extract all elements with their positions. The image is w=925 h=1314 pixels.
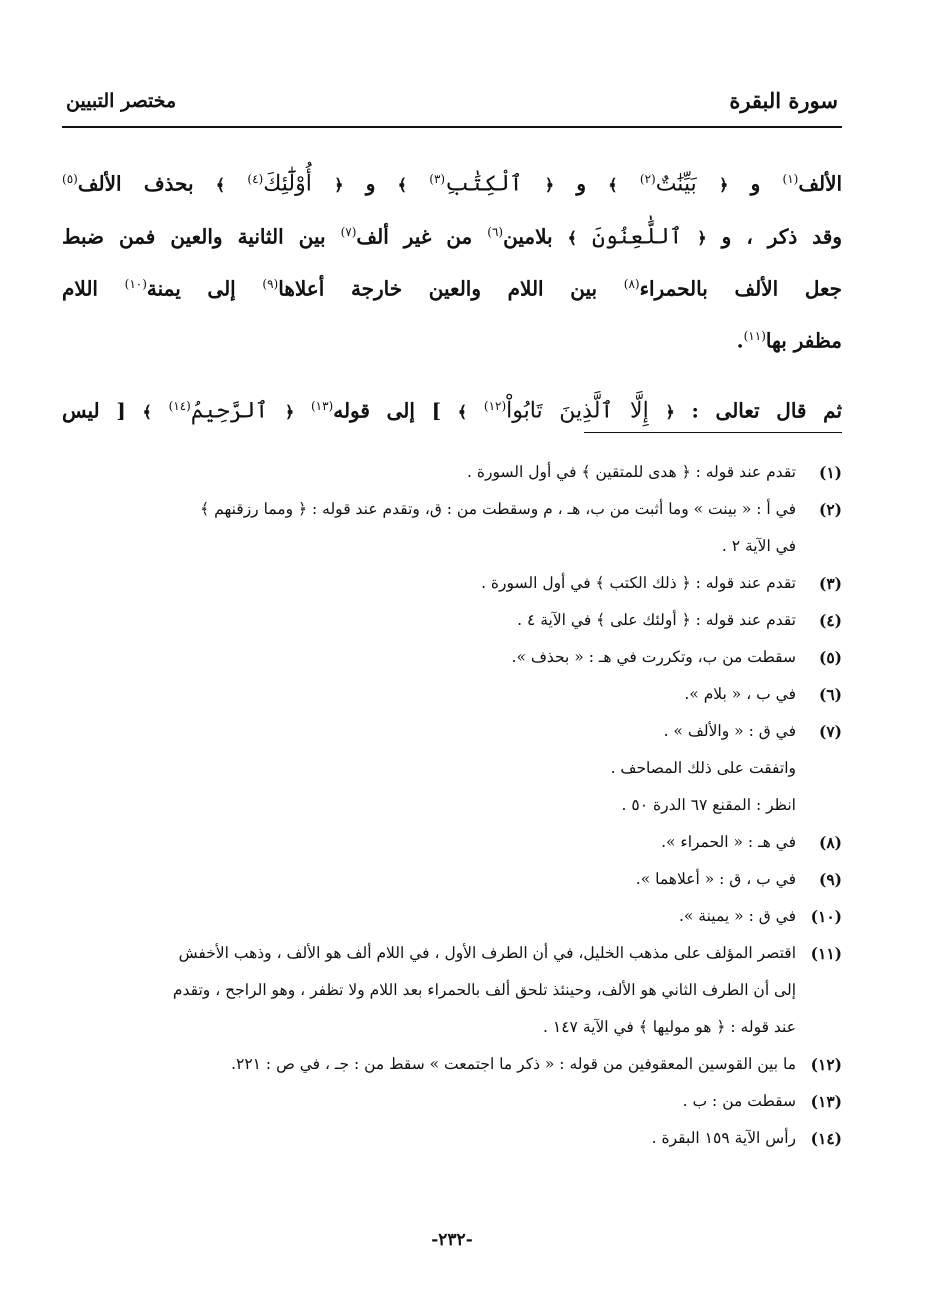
running-header bbox=[62, 88, 842, 122]
footnote-number: (٦) bbox=[818, 685, 842, 704]
footnote-number: (١٣) bbox=[810, 1092, 842, 1111]
footnote-text-continued: واتفقت على ذلك المصاحف . bbox=[610, 759, 796, 777]
footnote-text-continued: إلى أن الطرف الثاني هو الألف، وحينئذ تلحق ألف بالحمراء بعد اللام ولا تظفر ، وهو الراجح ، وتقدم bbox=[172, 981, 796, 999]
footnote-ref: (٤) bbox=[247, 172, 264, 186]
footnote-text: رأس الآية ١٥٩ البقرة . bbox=[651, 1129, 796, 1147]
footnote-ref: (٦) bbox=[487, 224, 504, 239]
footnote-divider bbox=[584, 432, 842, 433]
footnote-text: سقطت من ب، وتكررت في هـ : « بحذف ». bbox=[511, 648, 796, 666]
footnote-number: (١٤) bbox=[810, 1129, 842, 1148]
footnote-ref: (١) bbox=[782, 172, 799, 186]
text-fragment: [ ليس bbox=[62, 398, 126, 423]
text-fragment: إلى يمنة bbox=[146, 276, 236, 301]
footnote-9 bbox=[62, 861, 842, 898]
quran-bracket-close: ﴾ bbox=[457, 402, 468, 422]
quran-word: ٱلْكِتَٰبِ bbox=[445, 171, 523, 197]
footnote-ref: (١٢) bbox=[483, 398, 507, 413]
text-fragment: ثم قال تعالى : bbox=[691, 398, 842, 423]
footnote-6 bbox=[62, 676, 842, 713]
footnote-text: سقطت من : ب . bbox=[682, 1092, 796, 1110]
footnote-13 bbox=[62, 1083, 842, 1120]
footnote-text: في ب ، ق : « أعلاهما ». bbox=[635, 870, 796, 888]
footnote-10 bbox=[62, 898, 842, 935]
text-fragment: جعل الألف بالحمراء bbox=[639, 276, 842, 301]
footnote-ref: (١٠) bbox=[124, 277, 147, 292]
quran-bracket-close: ﴾ bbox=[608, 175, 618, 195]
quran-bracket-open: ﴿ bbox=[334, 175, 344, 195]
quran-bracket-open: ﴿ bbox=[697, 228, 707, 248]
text-fragment: و bbox=[576, 171, 586, 196]
quran-bracket-close: ﴾ bbox=[142, 402, 152, 422]
footnote-text-continued: في الآية ٢ . bbox=[721, 537, 796, 555]
main-line-2 bbox=[62, 209, 842, 262]
text-fragment: اللام bbox=[62, 276, 98, 301]
quran-bracket-open: ﴿ bbox=[544, 175, 555, 195]
footnote-number: (٢) bbox=[818, 500, 842, 519]
quran-word: ٱللَّٰعِنُونَ bbox=[592, 224, 683, 250]
main-line-5 bbox=[62, 383, 842, 436]
footnote-text: في ق : « يمينة ». bbox=[678, 907, 796, 925]
text-fragment: من غير ألف bbox=[356, 224, 473, 249]
footnote-ref: (٧) bbox=[340, 224, 357, 239]
text-fragment: و bbox=[365, 171, 376, 196]
header-divider bbox=[62, 126, 842, 128]
quran-word: بَيِّنَٰتٌ bbox=[655, 171, 697, 197]
page-number: -٢٣٢- bbox=[431, 1230, 473, 1250]
footnote-text-continued: عند قوله : ﴿ هو موليها ﴾ في الآية ١٤٧ . bbox=[543, 1018, 796, 1036]
quran-bracket-close: ﴾ bbox=[215, 175, 226, 195]
footnote-ref: (١٤) bbox=[168, 398, 191, 413]
footnote-ref: (١١) bbox=[743, 328, 766, 343]
text-fragment: بين الثانية والعين فمن ضبط bbox=[62, 224, 326, 249]
book-page bbox=[62, 70, 842, 1270]
footnote-number: (١١) bbox=[810, 944, 842, 963]
footnote-4 bbox=[62, 602, 842, 639]
quran-word: إِلَّا ٱلَّذِينَ تَابُواْ bbox=[506, 398, 649, 424]
quran-bracket-close: ﴾ bbox=[397, 175, 408, 195]
quran-bracket-open: ﴿ bbox=[284, 402, 295, 422]
footnote-2 bbox=[62, 491, 842, 565]
text-fragment: بين اللام والعين خارجة أعلاها bbox=[278, 276, 598, 301]
footnote-number: (٤) bbox=[818, 611, 842, 630]
footnote-ref: (٥) bbox=[62, 172, 78, 186]
text-fragment: . bbox=[736, 328, 744, 353]
footnote-number: (٥) bbox=[818, 648, 842, 667]
footnote-text: في هـ : « الحمراء ». bbox=[661, 833, 796, 851]
book-title: مختصر التبيين bbox=[66, 90, 177, 112]
footnote-number: (٩) bbox=[818, 870, 842, 889]
footnote-number: (١٢) bbox=[810, 1055, 842, 1074]
footnote-text: تقدم عند قوله : ﴿ أولئك على ﴾ في الآية ٤ . bbox=[517, 611, 796, 629]
footnote-12 bbox=[62, 1046, 842, 1083]
text-fragment: ] إلى قوله bbox=[333, 398, 442, 423]
text-fragment: و bbox=[750, 171, 761, 196]
main-line-4 bbox=[62, 313, 842, 365]
footnote-number: (٧) bbox=[818, 722, 842, 741]
text-fragment: الألف bbox=[798, 171, 842, 196]
footnote-number: (٨) bbox=[818, 833, 842, 852]
footnote-ref: (٣) bbox=[429, 172, 446, 186]
footnote-number: (١٠) bbox=[810, 907, 842, 926]
footnote-text-continued: انظر : المقنع ٦٧ الدرة ٥٠ . bbox=[621, 796, 796, 814]
footnote-ref: (١٣) bbox=[310, 398, 334, 413]
footnotes bbox=[62, 454, 842, 1157]
quran-bracket-open: ﴿ bbox=[665, 402, 675, 422]
footnote-ref: (٢) bbox=[639, 172, 656, 186]
footnote-11 bbox=[62, 935, 842, 1046]
footnote-7 bbox=[62, 713, 842, 824]
footnote-number: (١) bbox=[818, 463, 842, 482]
surah-title: سورة البقرة bbox=[729, 88, 838, 113]
quran-bracket-close: ﴾ bbox=[567, 228, 577, 248]
footnote-1 bbox=[62, 454, 842, 491]
footnote-14 bbox=[62, 1120, 842, 1157]
footnote-3 bbox=[62, 565, 842, 602]
footnote-8 bbox=[62, 824, 842, 861]
footnote-text: تقدم عند قوله : ﴿ ذلك الكتب ﴾ في أول السورة . bbox=[481, 574, 796, 592]
footnote-text: اقتصر المؤلف على مذهب الخليل، في أن الطرف الأول ، في اللام ألف هو الألف ، وذهب الأخفش bbox=[178, 944, 796, 962]
footnote-number: (٣) bbox=[818, 574, 842, 593]
footnote-text: ما بين القوسين المعقوفين من قوله : « ذكر ما اجتمعت » سقط من : جـ ، في ص : ٢٢١. bbox=[231, 1055, 796, 1073]
text-fragment: وقد ذكر ، و bbox=[721, 224, 842, 249]
main-line-3 bbox=[62, 261, 842, 313]
main-line-1 bbox=[62, 156, 842, 209]
text-fragment: بلامين bbox=[503, 224, 553, 249]
footnote-text: في ب ، « بلام ». bbox=[684, 685, 796, 703]
text-fragment: مظفر بها bbox=[765, 328, 842, 353]
footnote-text: تقدم عند قوله : ﴿ هدى للمتقين ﴾ في أول السورة . bbox=[466, 463, 796, 481]
quran-word: ٱلرَّحِيمُ bbox=[190, 398, 269, 424]
footnote-text: في أ : « بينت » وما أثبت من ب، هـ ، م وسقطت من : ق، وتقدم عند قوله : ﴿ ومما رزقنهم ﴾ bbox=[200, 500, 796, 518]
footnote-ref: (٨) bbox=[623, 277, 640, 292]
main-text bbox=[62, 156, 842, 435]
quran-word: أُوْلَٰٓئِكَ bbox=[263, 171, 312, 197]
footnote-5 bbox=[62, 639, 842, 676]
footnote-text: في ق : « والألف » . bbox=[663, 722, 796, 740]
quran-bracket-open: ﴿ bbox=[718, 175, 729, 195]
text-fragment: بحذف الألف bbox=[77, 171, 194, 196]
footnote-ref: (٩) bbox=[262, 277, 279, 292]
